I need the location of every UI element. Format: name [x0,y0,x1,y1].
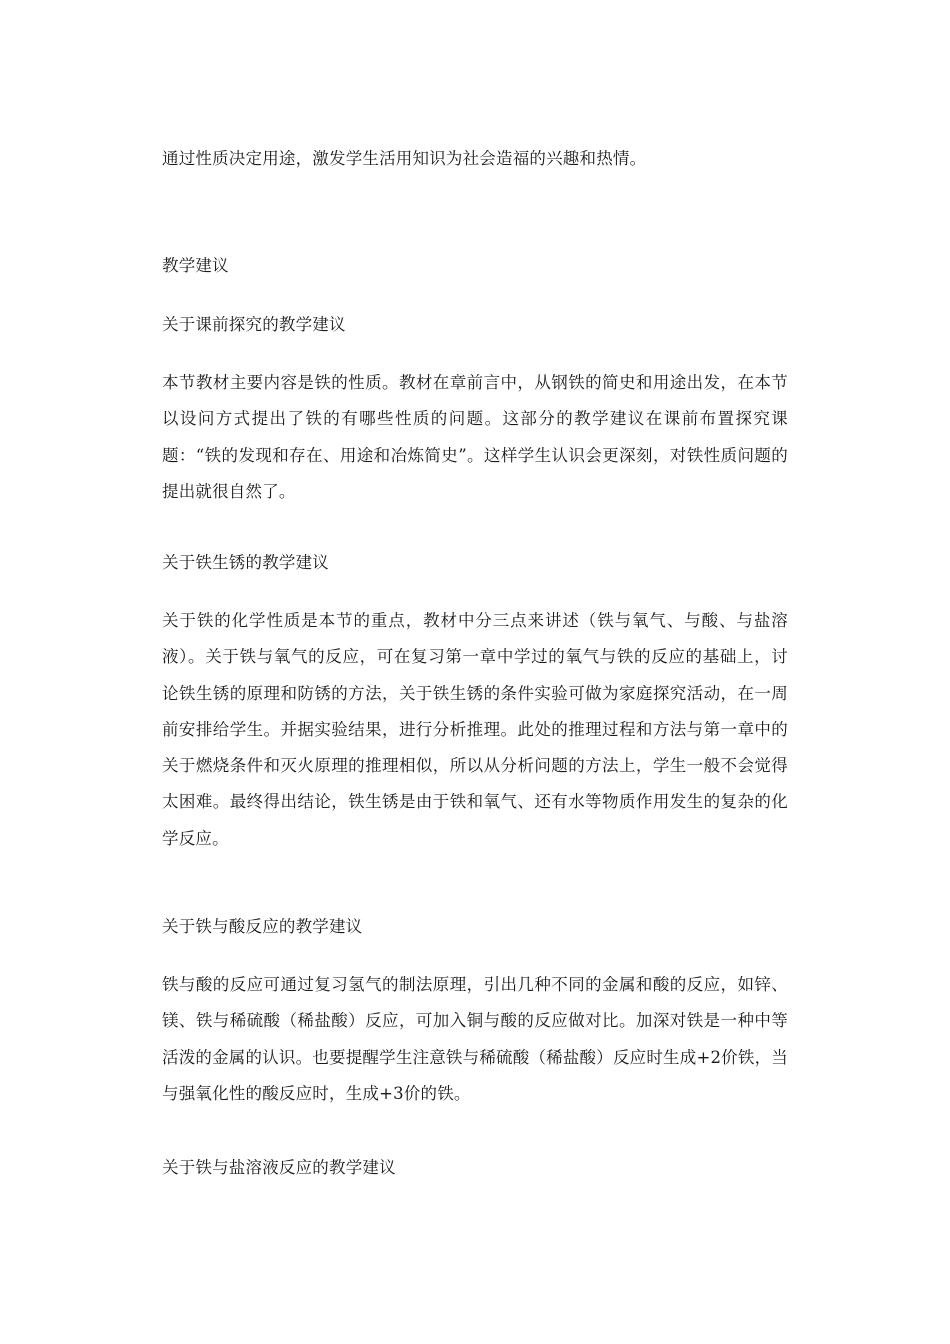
subsection-4-title: 关于铁与盐溶液反应的教学建议 [162,1158,396,1177]
subsection-3-body: 铁与酸的反应可通过复习氢气的制法原理，引出几种不同的金属和酸的反应，如锌、镁、铁与稀硫酸（稀盐酸）反应，可加入铜与酸的反应做对比。加深对铁是一种中等活泼的金属的认识。也要提醒学生注意铁与稀硫酸（稀盐酸）反应时生成+2价铁，当与强氧化性的酸反应时，生成+3价的铁。 [162,975,788,1103]
subsection-1-title: 关于课前探究的教学建议 [162,315,346,334]
subsection-1-body: 本节教材主要内容是铁的性质。教材在章前言中，从钢铁的简史和用途出发，在本节以设问方式提出了铁的有哪些性质的问题。这部分的教学建议在课前布置探究课题：“铁的发现和存在、用途和冶炼简史”。这样学生认识会更深刻，对铁性质问题的提出就很自然了。 [162,373,788,501]
subsection-3-title: 关于铁与酸反应的教学建议 [162,917,363,936]
intro-line: 通过性质决定用途，激发学生活用知识为社会造福的兴趣和热情。 [162,149,647,168]
subsection-2-body: 关于铁的化学性质是本节的重点，教材中分三点来讲述（铁与氧气、与酸、与盐溶液）。关于铁与氧气的反应，可在复习第一章中学过的氧气与铁的反应的基础上，讨论铁生锈的原理和防锈的方法，关于铁生锈的条件实验可做为家庭探究活动，在一周前安排给学生。并据实验结果，进行分析推理。此处的推理过程和方法与第一章中的关于燃烧条件和灭火原理的推理相似，所以从分析问题的方法上，学生一般不会觉得太困难。最终得出结论，铁生锈是由于铁和氧气、还有水等物质作用发生的复杂的化学反应。 [162,611,788,848]
subsection-2-title: 关于铁生锈的教学建议 [162,553,329,572]
section-title: 教学建议 [162,256,229,275]
